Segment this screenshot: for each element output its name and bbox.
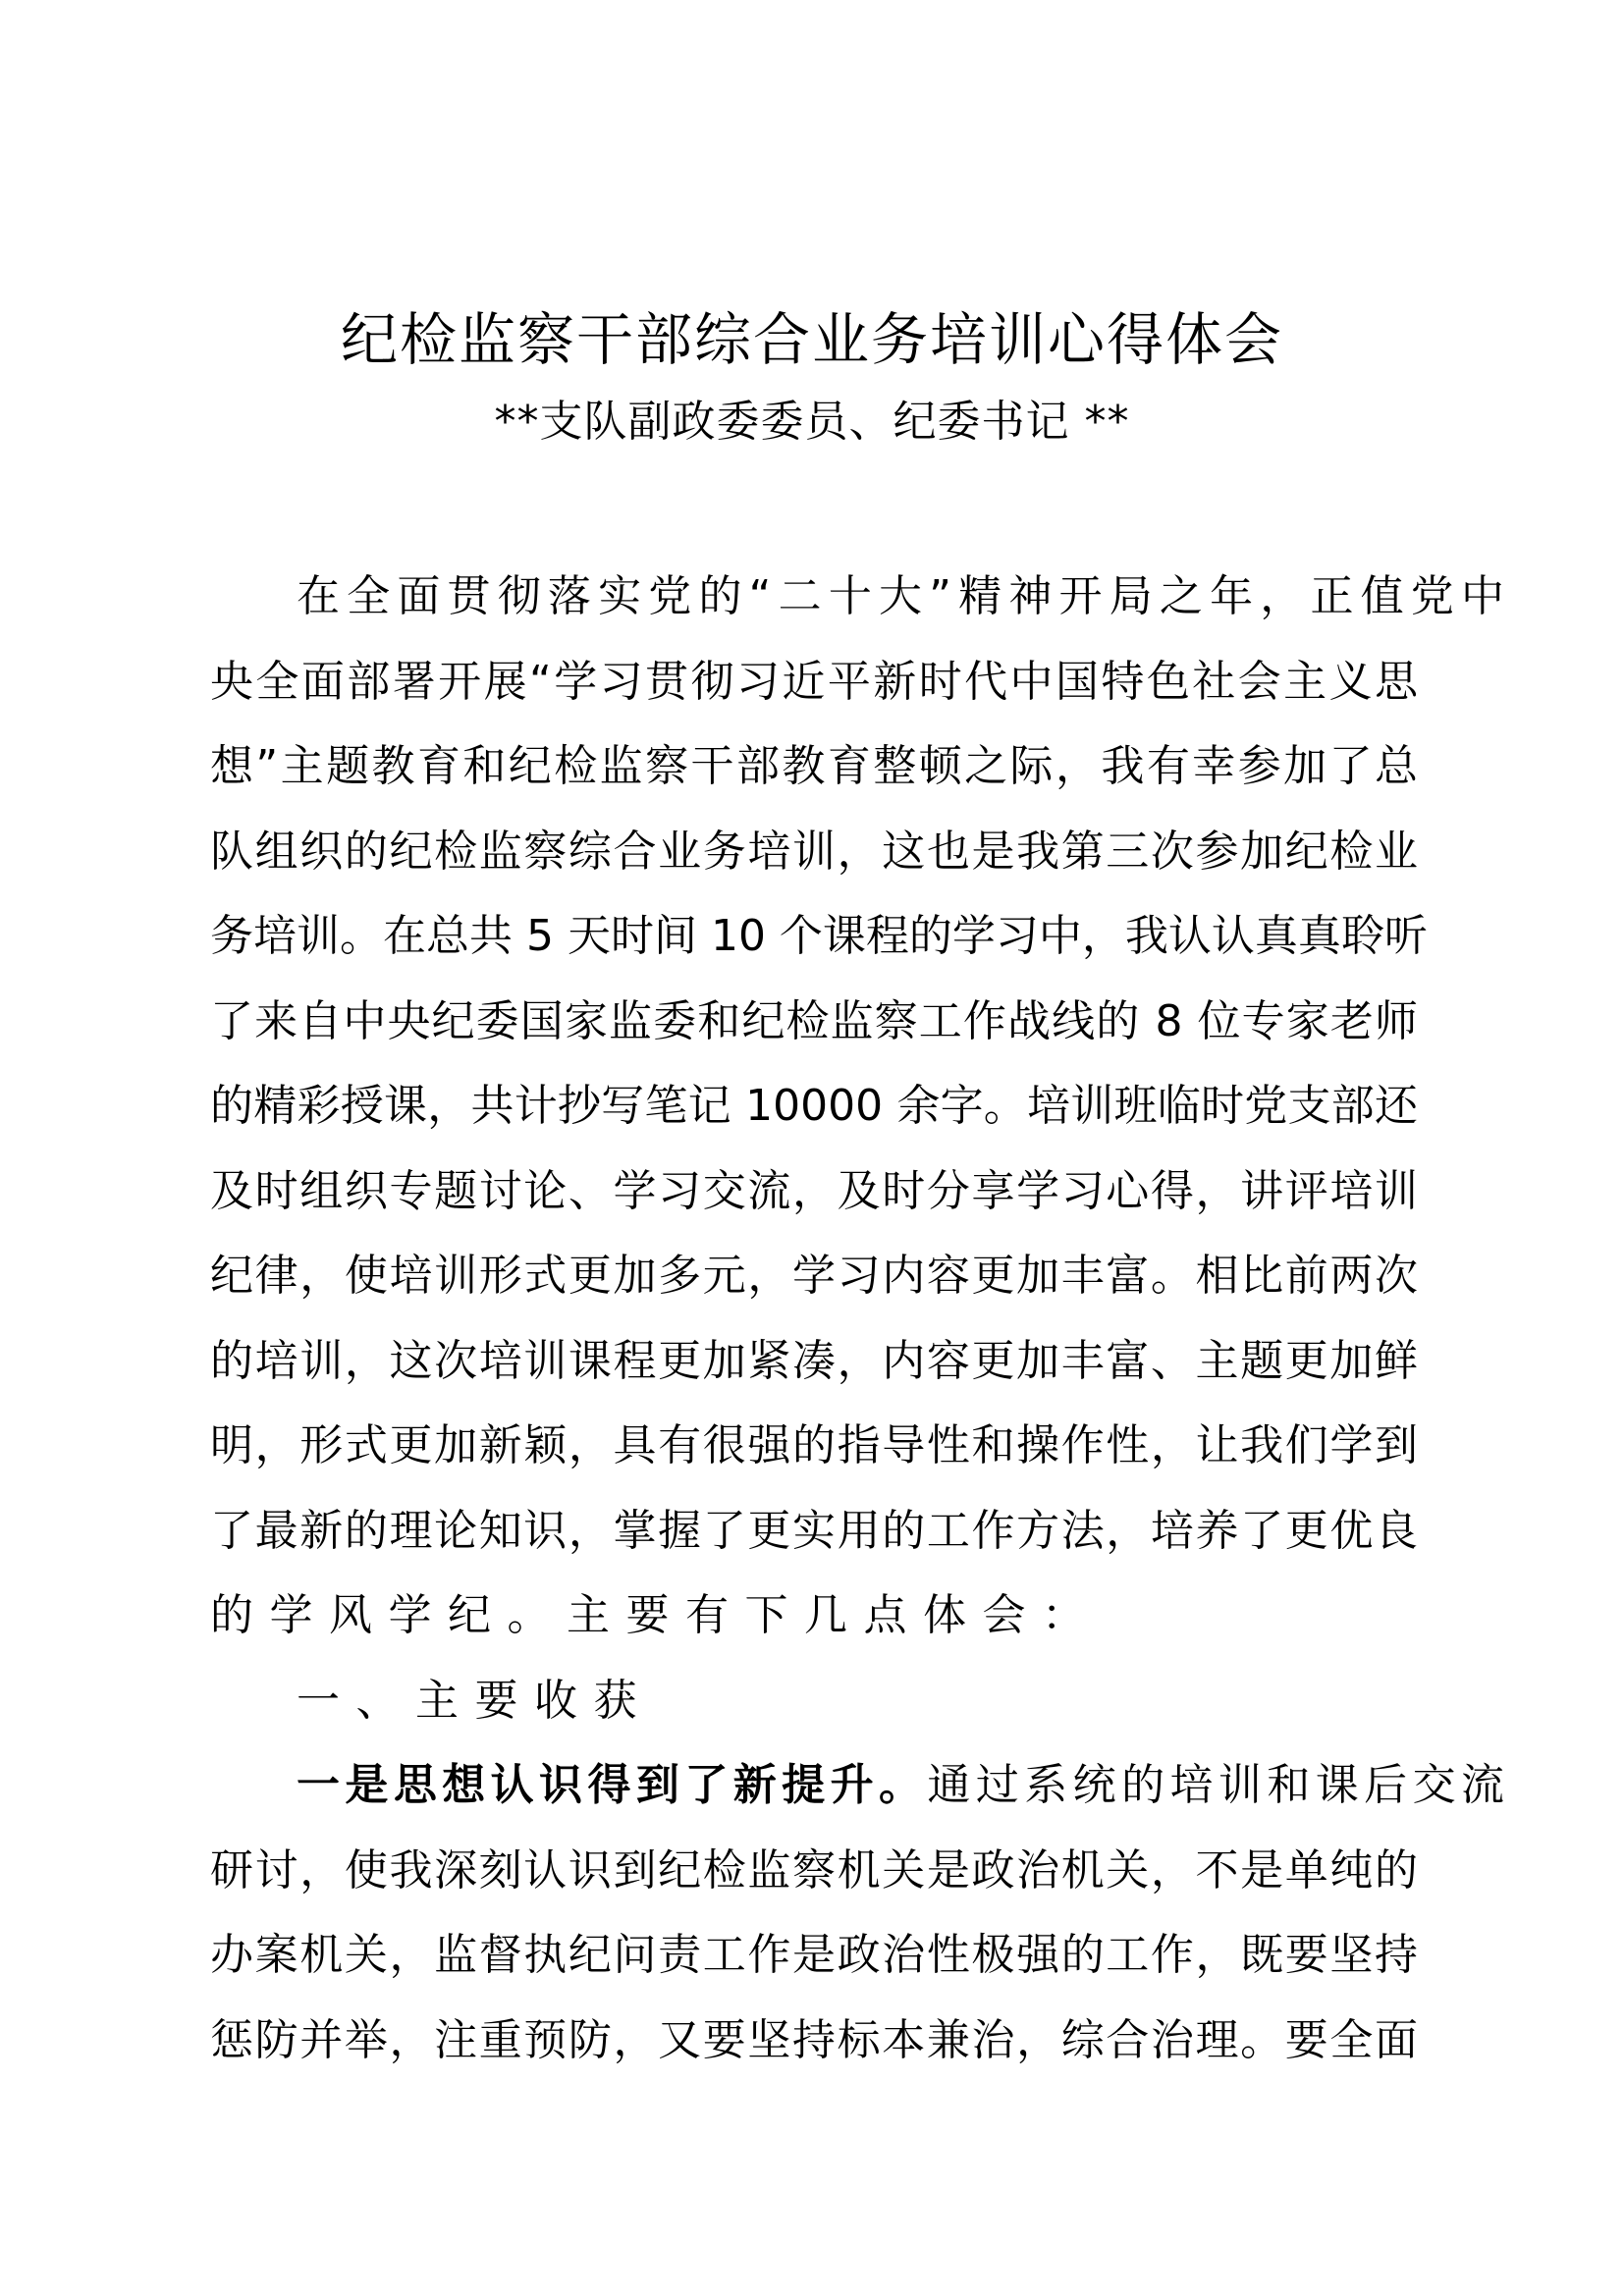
paragraph-1-line: 纪律，使培训形式更加多元，学习内容更加丰富。相比前两次 (210, 1251, 1418, 1301)
first-line-rest: 通过系统的培训和课后交流 (927, 1760, 1505, 1810)
document-title: 纪检监察干部综合业务培训心得体会 (340, 306, 1283, 373)
paragraph-1-line: 了来自中央纪委国家监委和纪检监察工作战线的 8 位专家老师 (210, 996, 1418, 1046)
paragraph-2-line: 惩防并举，注重预防，又要坚持标本兼治，综合治理。要全面 (210, 2015, 1418, 2065)
paragraph-1-line: 的学风学纪。主要有下几点体会： (210, 1590, 1102, 1640)
bold-lead-sentence: 一是思想认识得到了新提升。 (297, 1760, 928, 1810)
author-byline: **支队副政委委员、纪委书记 ** (494, 397, 1130, 447)
paragraph-1-line: 及时组织专题讨论、学习交流，及时分享学习心得，讲评培训 (210, 1166, 1418, 1216)
paragraph-1-line: 明，形式更加新颖，具有很强的指导性和操作性，让我们学到 (210, 1420, 1418, 1470)
paragraph-2-first-line (210, 1751, 1504, 1820)
paragraph-2-line: 研讨，使我深刻认识到纪检监察机关是政治机关，不是单纯的 (210, 1845, 1418, 1896)
paragraph-1-line: 想”主题教育和纪检监察干部教育整顿之际，我有幸参加了总 (210, 741, 1418, 791)
paragraph-1-line: 务培训。在总共 5 天时间 10 个课程的学习中，我认认真真聆听 (210, 911, 1428, 961)
paragraph-1-line: 在全面贯彻落实党的“二十大”精神开局之年，正值党中 (297, 571, 1504, 621)
paragraph-1-line: 队组织的纪检监察综合业务培训，这也是我第三次参加纪检业 (210, 827, 1418, 877)
paragraph-1-line: 的培训，这次培训课程更加紧凑，内容更加丰富、主题更加鲜 (210, 1336, 1418, 1386)
paragraph-1-line: 央全面部署开展“学习贯彻习近平新时代中国特色社会主义思 (210, 657, 1418, 707)
paragraph-2-line: 办案机关，监督执纪问责工作是政治性极强的工作，既要坚持 (210, 1930, 1418, 1980)
section-heading: 一、主要收获 (297, 1676, 653, 1726)
paragraph-1-line: 了最新的理论知识，掌握了更实用的工作方法，培养了更优良 (210, 1506, 1418, 1556)
paragraph-1-line: 的精彩授课，共计抄写笔记 10000 余字。培训班临时党支部还 (210, 1081, 1418, 1131)
